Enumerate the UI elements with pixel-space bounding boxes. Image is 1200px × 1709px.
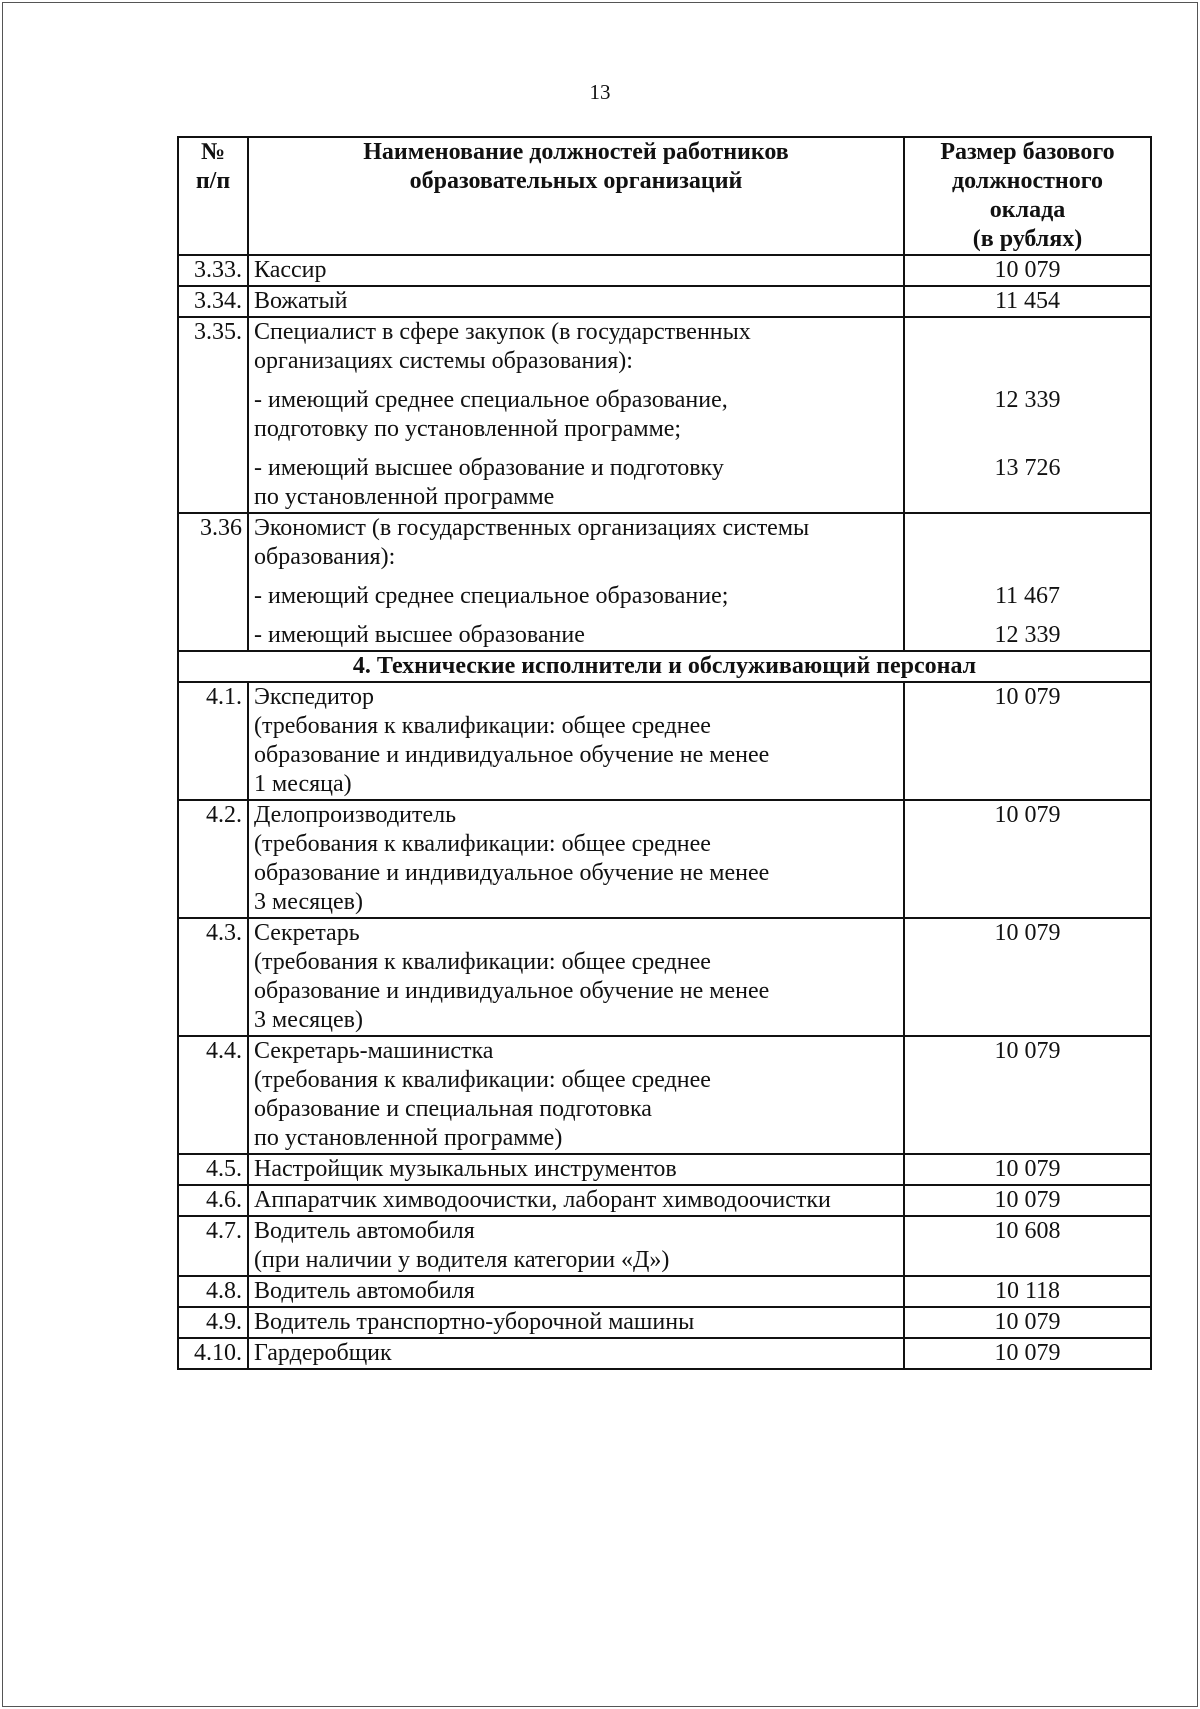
salary-value: 10 118 — [904, 1276, 1151, 1307]
table-row — [178, 1154, 1151, 1185]
row-number: 4.8. — [178, 1276, 248, 1307]
position-name: Водитель автомобиля — [248, 1276, 904, 1307]
table-row — [178, 513, 1151, 651]
table-row — [178, 800, 1151, 918]
row-number: 4.3. — [178, 918, 248, 1036]
table-row — [178, 286, 1151, 317]
row-number: 3.35. — [178, 317, 248, 513]
salary-table — [177, 136, 1152, 1370]
header-base-salary: Размер базового должностного оклада (в рублях) — [904, 137, 1151, 255]
salary-value: 10 608 — [904, 1216, 1151, 1276]
position-name: Аппаратчик химводоочистки, лаборант химводоочистки — [248, 1185, 904, 1216]
row-number: 4.6. — [178, 1185, 248, 1216]
salary-value: 11 454 — [904, 286, 1151, 317]
header-number: № п/п — [178, 137, 248, 255]
position-sub-item: - имеющий высшее образование — [254, 622, 585, 648]
row-number: 3.36 — [178, 513, 248, 651]
row-number: 4.5. — [178, 1154, 248, 1185]
salary-value: 10 079 — [904, 1338, 1151, 1369]
table-row — [178, 255, 1151, 286]
position-name: Водитель транспортно-уборочной машины — [248, 1307, 904, 1338]
row-number: 4.2. — [178, 800, 248, 918]
table-row — [178, 1216, 1151, 1276]
position-sub-item: - имеющий среднее специальное образование, подготовку по установленной программе; — [254, 387, 728, 442]
salary-value: 11 467 — [994, 583, 1061, 609]
row-number: 4.7. — [178, 1216, 248, 1276]
position-name: Кассир — [248, 255, 904, 286]
table-row — [178, 1185, 1151, 1216]
position-sub-item: - имеющий высшее образование и подготовку по установленной программе — [254, 455, 724, 510]
table-row — [178, 682, 1151, 800]
salary-value: 10 079 — [904, 800, 1151, 918]
position-name: Водитель автомобиля (при наличии у водителя категории «Д») — [248, 1216, 904, 1276]
position-intro: Специалист в сфере закупок (в государственных организациях системы образования): — [254, 319, 751, 374]
row-number: 3.34. — [178, 286, 248, 317]
table-row — [178, 1338, 1151, 1369]
position-sub-item: - имеющий среднее специальное образование; — [254, 583, 729, 609]
section-row — [178, 651, 1151, 682]
table-header-row — [178, 137, 1151, 255]
row-number: 4.1. — [178, 682, 248, 800]
table-row — [178, 918, 1151, 1036]
salary-value: 10 079 — [904, 1036, 1151, 1154]
page-number: 13 — [589, 80, 611, 104]
position-name: Гардеробщик — [248, 1338, 904, 1369]
position-name — [248, 317, 904, 513]
salary-cell — [904, 317, 1151, 513]
salary-value: 10 079 — [904, 918, 1151, 1036]
table-row — [178, 1307, 1151, 1338]
row-number: 4.10. — [178, 1338, 248, 1369]
salary-value: 13 726 — [994, 455, 1061, 481]
position-intro: Экономист (в государственных организациях системы образования): — [254, 515, 810, 570]
salary-value: 10 079 — [904, 682, 1151, 800]
header-position-name: Наименование должностей работников образовательных организаций — [248, 137, 904, 255]
row-number: 3.33. — [178, 255, 248, 286]
position-name: Вожатый — [248, 286, 904, 317]
salary-value: 10 079 — [904, 1154, 1151, 1185]
position-name: Настройщик музыкальных инструментов — [248, 1154, 904, 1185]
table-row — [178, 1276, 1151, 1307]
position-name — [248, 513, 904, 651]
salary-value: 10 079 — [904, 255, 1151, 286]
salary-value: 10 079 — [904, 1185, 1151, 1216]
salary-cell — [904, 513, 1151, 651]
table-row — [178, 317, 1151, 513]
row-number: 4.4. — [178, 1036, 248, 1154]
table-row — [178, 1036, 1151, 1154]
position-name: Делопроизводитель (требования к квалификации: общее среднее образование и индивидуальное обучение не менее 3 месяцев) — [248, 800, 904, 918]
position-name: Экспедитор (требования к квалификации: общее среднее образование и индивидуальное обучение не менее 1 месяца) — [248, 682, 904, 800]
position-name: Секретарь (требования к квалификации: общее среднее образование и индивидуальное обучение не менее 3 месяцев) — [248, 918, 904, 1036]
row-number: 4.9. — [178, 1307, 248, 1338]
section-title: 4. Технические исполнители и обслуживающий персонал — [178, 651, 1151, 682]
salary-value: 12 339 — [994, 387, 1061, 413]
salary-value: 12 339 — [994, 622, 1061, 648]
salary-value: 10 079 — [904, 1307, 1151, 1338]
position-name: Секретарь-машинистка (требования к квалификации: общее среднее образование и специальная подготовка по установленной программе) — [248, 1036, 904, 1154]
